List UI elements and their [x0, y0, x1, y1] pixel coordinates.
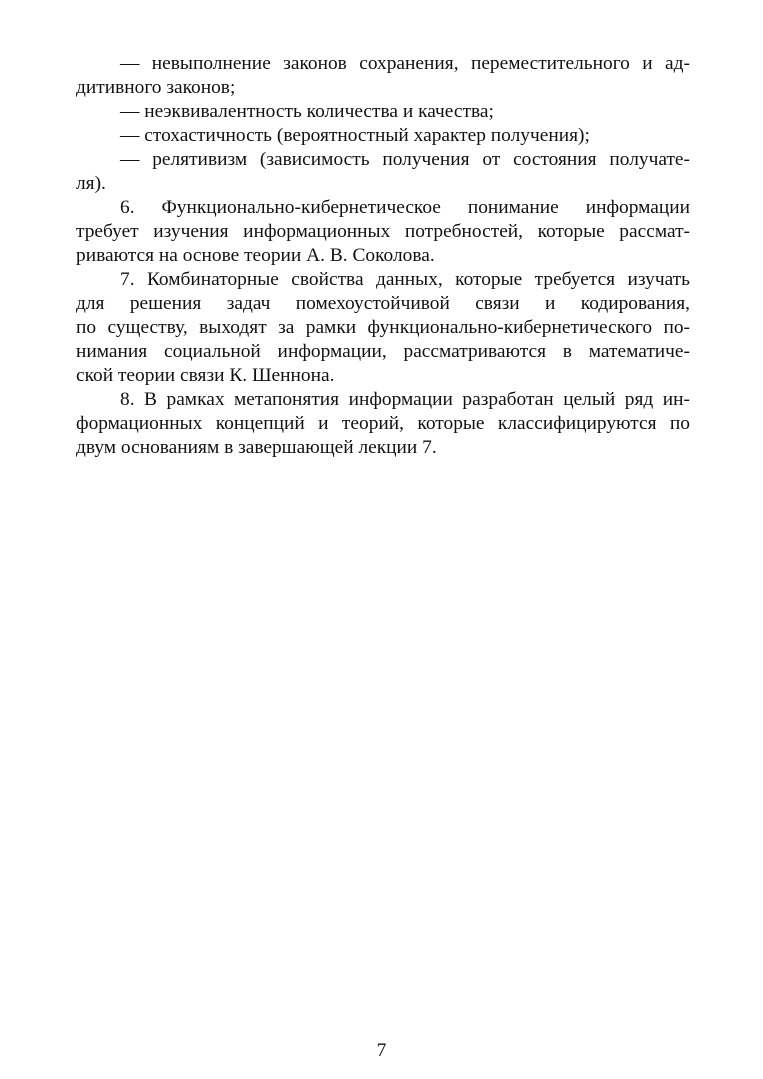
text-line: 8. В рамках метапонятия информации разработан целый ряд ин- [120, 389, 690, 410]
text-line: двум основаниям в завершающей лекции 7. [76, 437, 437, 458]
text-line: — релятивизм (зависимость получения от состояния получате- [120, 149, 690, 170]
page-number: 7 [376, 1040, 387, 1061]
text-line: — стохастичность (вероятностный характер получения); [120, 125, 590, 146]
text-line: формационных концепций и теорий, которые классифицируются по [76, 413, 690, 434]
text-line: по существу, выходят за рамки функционально-кибернетического по- [76, 317, 690, 338]
text-line: нимания социальной информации, рассматриваются в математиче- [76, 341, 690, 362]
text-line: дитивного законов; [76, 77, 236, 98]
text-line: 7. Комбинаторные свойства данных, которые требуется изучать [120, 269, 690, 290]
text-line: 6. Функционально-кибернетическое понимание информации [120, 197, 690, 218]
text-line: риваются на основе теории А. В. Соколова. [76, 245, 435, 266]
text-line: ской теории связи К. Шеннона. [76, 365, 335, 386]
text-line: для решения задач помехоустойчивой связи и кодирования, [76, 293, 690, 314]
text-line: — невыполнение законов сохранения, переместительного и ад- [120, 53, 690, 74]
text-line: требует изучения информационных потребностей, которые рассмат- [76, 221, 690, 242]
document-body [76, 52, 690, 460]
text-line: — неэквивалентность количества и качества; [120, 101, 494, 122]
text-line: ля). [76, 173, 106, 194]
